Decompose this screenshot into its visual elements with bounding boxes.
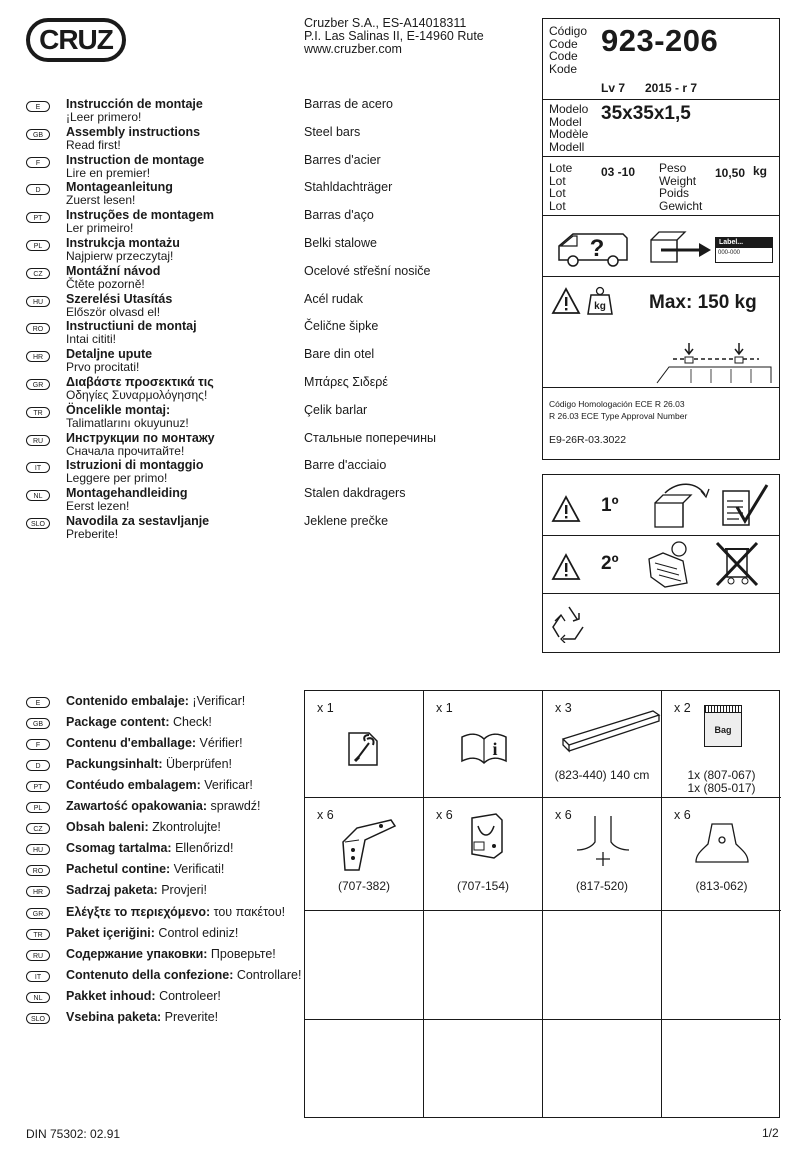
part-cell: x 6 (817-520) xyxy=(543,798,662,911)
instruction-subtitle: Read first! xyxy=(66,137,121,152)
homologation-box xyxy=(542,387,780,460)
lot-box xyxy=(542,156,780,216)
language-badge: SLO xyxy=(26,1013,50,1024)
part-cell: x 2 Bag 1x (807-067) 1x (805-017) xyxy=(662,691,781,798)
foot-bracket-icon xyxy=(335,816,399,872)
lot-labels: Lote Lot Lot Lot xyxy=(549,161,573,213)
part-cell: x 6 (707-382) xyxy=(305,798,424,911)
step-one: 1º xyxy=(601,495,619,516)
instruction-title: Instrukcja montażu xyxy=(66,236,180,250)
bag-icon: Bag xyxy=(704,705,742,747)
part-cell: x 6 (707-154) xyxy=(424,798,543,911)
language-badge: HU xyxy=(26,844,50,855)
instruction-subtitle: Preberite! xyxy=(66,527,119,541)
language-badge: HR xyxy=(26,351,50,362)
company-line: www.cruzber.com xyxy=(304,42,402,56)
language-badge: F xyxy=(26,739,50,750)
instruction-title: Montážní návod xyxy=(66,263,161,278)
language-row xyxy=(26,348,296,375)
instruction-title: Διαβάστε προσεκτικά τις xyxy=(66,375,214,389)
weight-value: 10,50 xyxy=(715,166,746,180)
language-row xyxy=(26,126,296,153)
page-number: 1/2 xyxy=(762,1126,779,1140)
part-cell: x 1 xyxy=(305,691,424,798)
company-line: P.I. Las Salinas II, E-14960 Rute xyxy=(304,29,484,43)
part-cell: x 6 (813-062) xyxy=(662,798,781,911)
instruction-subtitle: ¡Leer primero! xyxy=(66,110,142,124)
language-row xyxy=(26,320,296,347)
info-book-icon xyxy=(458,729,510,765)
package-check-text: Contéudo embalagem: Verificar! xyxy=(66,778,253,793)
package-check-row xyxy=(26,862,296,883)
instruction-title: Instrucción de montaje xyxy=(66,97,203,111)
product-translation: Acél rudak xyxy=(304,291,364,306)
weight-unit: kg xyxy=(753,164,768,178)
empty-cell xyxy=(662,911,781,1020)
package-check-text: Contenuto della confezione: Controllare! xyxy=(66,967,302,982)
warning-icon xyxy=(551,553,581,581)
language-badge: E xyxy=(26,101,50,112)
approval-number: E9-26R-03.3022 xyxy=(549,434,627,446)
language-badge: NL xyxy=(26,992,50,1003)
empty-cell xyxy=(305,1020,424,1117)
roof-bars-icon xyxy=(653,337,775,385)
instruction-subtitle: Zuerst lesen! xyxy=(66,193,136,208)
instruction-title: Instruction de montage xyxy=(66,152,205,167)
package-check-text: Obsah baleni: Zkontrolujte! xyxy=(66,820,221,835)
language-row xyxy=(26,209,296,236)
package-check-row xyxy=(26,926,296,947)
package-check-row xyxy=(26,820,296,841)
instruction-subtitle: Najpierw przeczytaj! xyxy=(66,249,174,263)
instruction-subtitle: Lire en premier! xyxy=(66,165,151,180)
model-labels: Modelo Model Modèle Modell xyxy=(549,102,589,154)
language-row xyxy=(26,404,296,431)
package-check-row xyxy=(26,967,302,989)
language-badge: SLO xyxy=(26,518,50,529)
product-translation: Steel bars xyxy=(304,124,361,139)
package-check-text: Csomag tartalma: Ellenőrizd! xyxy=(66,841,234,856)
clamp-icon xyxy=(466,812,506,862)
weight-icon xyxy=(587,286,613,316)
package-check-row xyxy=(26,778,296,799)
label-sticker: Label... 000-000 xyxy=(715,237,773,263)
language-badge: RO xyxy=(26,323,50,334)
package-check-text: Contenu d'emballage: Vérifier! xyxy=(66,736,243,751)
instruction-title: Öncelikle montaj: xyxy=(66,402,171,417)
package-check-row xyxy=(26,799,296,820)
empty-cell xyxy=(424,911,543,1020)
product-translation: Çelik barlar xyxy=(304,402,368,417)
product-translation: Стальные поперечины xyxy=(304,430,436,445)
language-row xyxy=(26,293,296,320)
instruction-subtitle: Сначала прочитайте! xyxy=(66,443,185,458)
steps-box xyxy=(542,474,780,653)
language-badge: RO xyxy=(26,865,50,876)
product-translation: Μπάρες Σιδερέ xyxy=(304,375,388,389)
load-box xyxy=(542,276,780,388)
instruction-subtitle: Eerst lezen! xyxy=(66,499,130,514)
language-row xyxy=(26,515,296,542)
instruction-title: Assembly instructions xyxy=(66,124,201,139)
person-disposal-icon xyxy=(643,539,699,591)
instruction-subtitle: Prvo procitati! xyxy=(66,360,140,375)
package-check-text: Vsebina paketa: Preverite! xyxy=(66,1009,219,1024)
homologation-text: Código Homologación ECE R 26.03 R 26.03 ECE Type Approval Number xyxy=(549,399,688,421)
package-check-row xyxy=(26,989,296,1010)
product-translation: Barras d'aço xyxy=(304,208,374,223)
product-code: 923-206 xyxy=(601,23,719,58)
company-info xyxy=(304,17,484,56)
language-badge: D xyxy=(26,760,50,771)
warning-icon xyxy=(551,495,581,523)
product-translation: Stalen dakdragers xyxy=(304,486,406,501)
language-badge: GR xyxy=(26,379,50,390)
instruction-title: Instruções de montagem xyxy=(66,208,214,223)
empty-cell xyxy=(543,1020,662,1117)
language-row xyxy=(26,459,296,486)
no-trash-bin-icon xyxy=(713,539,761,589)
code-box xyxy=(542,18,780,100)
checklist-icon xyxy=(719,481,771,529)
part-cell: x 1 i xyxy=(424,691,543,798)
language-badge: IT xyxy=(26,462,50,473)
instruction-title: Montagehandleiding xyxy=(66,486,188,501)
package-check-row xyxy=(26,736,296,757)
instruction-subtitle: Čtěte pozorně! xyxy=(66,276,145,291)
package-check-text: Zawartość opakowania: sprawdź! xyxy=(66,799,261,814)
instruction-title: Navodila za sestavljanje xyxy=(66,514,210,528)
language-badge: RU xyxy=(26,950,50,961)
empty-cell xyxy=(424,1020,543,1117)
language-badge: PL xyxy=(26,802,50,813)
revision-date: 2015 - r 7 xyxy=(645,81,698,95)
warning-icon xyxy=(551,287,581,315)
language-badge: GR xyxy=(26,908,50,919)
t-pad-icon xyxy=(573,812,633,868)
open-box-icon xyxy=(649,483,711,529)
package-check-text: Pachetul contine: Verificati! xyxy=(66,862,225,877)
instruction-title: Instructiuni de montaj xyxy=(66,319,197,334)
instruction-title: Szerelési Utasítás xyxy=(66,291,173,306)
rubber-pad-icon xyxy=(692,820,752,866)
package-check-row xyxy=(26,1010,296,1031)
package-check-text: Pakket inhoud: Controleer! xyxy=(66,988,221,1003)
language-row xyxy=(26,432,296,459)
language-badge: GB xyxy=(26,718,50,729)
language-badge: IT xyxy=(26,971,50,982)
instruction-subtitle: Leggere per primo! xyxy=(66,471,168,486)
language-badge: NL xyxy=(26,490,50,501)
empty-cell xyxy=(305,911,424,1020)
label-box xyxy=(542,215,780,277)
language-badge: PT xyxy=(26,781,50,792)
package-check-row xyxy=(26,694,296,715)
wrench-document-icon xyxy=(347,727,379,767)
instruction-title: Montageanleitung xyxy=(66,180,173,195)
language-row xyxy=(26,181,296,208)
language-row xyxy=(26,154,296,181)
model-box xyxy=(542,99,780,157)
package-check-text: Sadrzaj paketa: Provjeri! xyxy=(66,883,208,898)
package-check-text: Paket içeriğini: Control ediniz! xyxy=(66,925,239,940)
lv-version: Lv 7 xyxy=(601,81,626,95)
language-badge: HR xyxy=(26,886,50,897)
language-row xyxy=(26,376,296,403)
weight-labels: Peso Weight Poids Gewicht xyxy=(659,161,703,213)
code-labels: Código Code Code Kode xyxy=(549,24,588,76)
product-translation: Belki stalowe xyxy=(304,236,377,250)
part-cell: x 3 (823-440) 140 cm xyxy=(543,691,662,798)
din-standard: DIN 75302: 02.91 xyxy=(26,1127,121,1141)
package-check-row xyxy=(26,905,296,926)
language-badge: PT xyxy=(26,212,50,223)
language-row xyxy=(26,98,296,125)
product-translation: Čelične šipke xyxy=(304,319,379,334)
language-row xyxy=(26,487,296,514)
svg-text:i: i xyxy=(492,739,498,759)
instruction-subtitle: Először olvasd el! xyxy=(66,304,161,319)
package-check-row xyxy=(26,841,296,862)
steel-bar-icon xyxy=(557,705,661,753)
language-badge: HU xyxy=(26,296,50,307)
instruction-title: Istruzioni di montaggio xyxy=(66,458,204,473)
language-badge: RU xyxy=(26,435,50,446)
instruction-subtitle: Οδηγίες Συναρμολόγησης! xyxy=(66,388,208,402)
svg-text:kg: kg xyxy=(594,301,606,312)
language-badge: PL xyxy=(26,240,50,251)
package-check-row xyxy=(26,883,296,904)
language-row xyxy=(26,237,296,264)
lot-value: 03 -10 xyxy=(601,165,636,179)
product-translation: Jeklene prečke xyxy=(304,514,389,528)
empty-cell xyxy=(543,911,662,1020)
instruction-title: Detaljne upute xyxy=(66,347,153,362)
package-check-text: Содержание упаковки: Проверьте! xyxy=(66,946,276,961)
max-load: Max: 150 kg xyxy=(649,292,757,313)
instruction-title: Инструкции по монтажу xyxy=(66,430,215,445)
package-check-row xyxy=(26,757,296,778)
language-badge: F xyxy=(26,157,50,168)
product-translation: Ocelové střešní nosiče xyxy=(304,263,431,278)
box-to-label-icon xyxy=(647,228,719,268)
instruction-subtitle: Intai cititi! xyxy=(66,332,117,347)
instruction-subtitle: Talimatlarını okuyunuz! xyxy=(66,415,189,430)
package-check-text: Package content: Check! xyxy=(66,715,212,730)
svg-text:?: ? xyxy=(589,235,605,262)
model-value: 35x35x1,5 xyxy=(601,103,691,124)
package-check-text: Ελέγξτε το περιεχόμενο: του πακέτου! xyxy=(66,904,286,919)
language-badge: CZ xyxy=(26,268,50,279)
language-badge: TR xyxy=(26,407,50,418)
instruction-subtitle: Ler primeiro! xyxy=(66,221,134,236)
package-check-text: Packungsinhalt: Überprüfen! xyxy=(66,757,233,772)
cruz-logo: CRUZ xyxy=(26,18,126,62)
parts-grid xyxy=(304,690,780,1118)
empty-cell xyxy=(662,1020,781,1117)
product-translation: Barres d'acier xyxy=(304,152,381,167)
product-translation: Stahldachträger xyxy=(304,180,393,195)
recycle-icon xyxy=(549,603,589,643)
company-line: Cruzber S.A., ES-A14018311 xyxy=(304,16,467,30)
package-check-row xyxy=(26,947,296,968)
language-badge: TR xyxy=(26,929,50,940)
language-badge: CZ xyxy=(26,823,50,834)
language-badge: E xyxy=(26,697,50,708)
van-question-icon xyxy=(553,224,633,270)
language-badge: GB xyxy=(26,129,50,140)
product-translation: Bare din otel xyxy=(304,347,375,362)
product-translation: Barre d'acciaio xyxy=(304,458,387,473)
language-row xyxy=(26,265,296,292)
package-check-row xyxy=(26,715,296,736)
step-two: 2º xyxy=(601,553,619,574)
product-translation: Barras de acero xyxy=(304,97,393,111)
language-badge: D xyxy=(26,184,50,195)
package-check-text: Contenido embalaje: ¡Verificar! xyxy=(66,694,246,708)
